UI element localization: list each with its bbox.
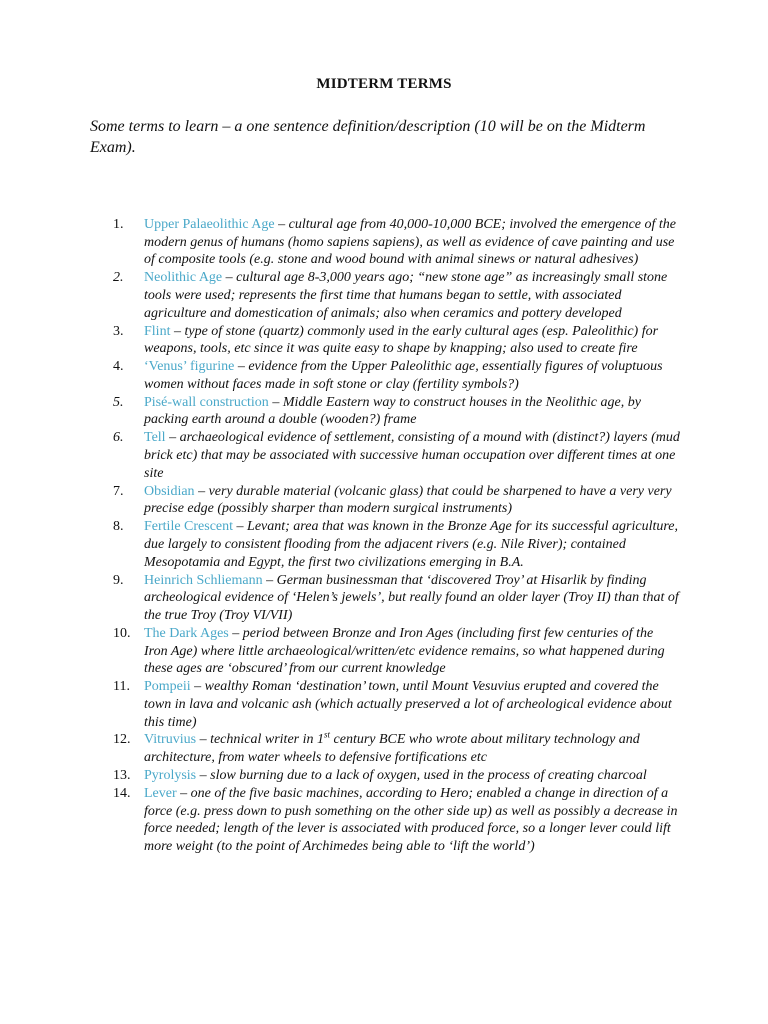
term-name: Lever (144, 785, 177, 801)
term-separator: – (222, 270, 237, 286)
term-number: 13. (113, 768, 131, 784)
term-definition-part: century BCE who wrote about military technology and architecture, from water wheels to defensive fortifications etc (144, 732, 640, 766)
term-definition: evidence from the Upper Paleolithic age, essentially figures of voluptuous women without faces made in soft stone or clay (fertility symbols?) (144, 359, 663, 392)
term-name: Pisé-wall construction (144, 394, 269, 410)
term-item-11 (0, 678, 768, 731)
term-item-2 (0, 269, 768, 322)
term-separator: – (165, 430, 180, 446)
term-definition: German businessman that ‘discovered Troy’ at Hisarlik by finding archeological evidence of ‘Helen’s jewels’, but really found an older layer (Troy II) than that of the true Troy (Troy VI/VII) (144, 572, 679, 623)
term-name: Flint (144, 323, 171, 339)
term-item-9 (0, 572, 768, 625)
term-name: The Dark Ages (144, 625, 229, 641)
term-item-7 (0, 483, 768, 518)
term-separator: – (234, 359, 249, 375)
term-definition: period between Bronze and Iron Ages (including first few centuries of the Iron Age) where little archaeological/written/etc evidence remains, so what happened during these ages are ‘obscured’ from our current knowledge (144, 625, 665, 677)
term-name: Fertile Crescent (144, 519, 234, 535)
term-number: 6. (113, 430, 124, 446)
page-title: MIDTERM TERMS (316, 76, 452, 92)
term-item-4 (0, 358, 768, 393)
term-number: 3. (113, 323, 124, 339)
term-item-5 (0, 394, 768, 429)
term-name: Pompeii (144, 679, 191, 695)
term-number: 11. (113, 679, 130, 695)
term-name: Tell (144, 430, 166, 446)
term-item-3 (0, 323, 768, 358)
term-number: 14. (113, 785, 131, 801)
term-number: 1. (113, 217, 124, 232)
term-definition: Levant; area that was known in the Bronze Age for its successful agriculture, due largely to consistent flooding from the adjacent rivers (e.g. Nile River); contained Mesopotamia and Egypt, the first two civilizations emerging in B.A. (144, 519, 679, 570)
term-separator: – (190, 679, 205, 695)
term-definition: very durable material (volcanic glass) that could be sharpened to have a very very precise edge (possibly sharper than modern surgical instruments) (144, 483, 672, 517)
term-name: Heinrich Schliemann (144, 572, 263, 588)
term-separator: – (194, 483, 209, 499)
term-separator: – (196, 732, 211, 748)
ordinal-superscript: st (324, 729, 331, 740)
term-definition: slow burning due to a lack of oxygen, used in the process of creating charcoal (210, 768, 647, 784)
term-number: 2. (113, 270, 124, 286)
term-separator: – (196, 768, 211, 784)
term-separator: – (262, 572, 277, 588)
term-item-10 (0, 625, 768, 678)
term-item-8 (0, 518, 768, 571)
term-definition: archaeological evidence of settlement, consisting of a mound with (distinct?) layers (mud brick etc) that may be associated with successive human occupation over different times at one site (144, 430, 680, 481)
term-separator: – (176, 785, 191, 801)
term-number: 8. (113, 519, 124, 535)
term-item-14 (0, 785, 768, 856)
term-number: 5. (113, 394, 124, 410)
term-name: Vitruvius (144, 732, 197, 748)
term-separator: – (274, 217, 289, 232)
intro-paragraph: Some terms to learn – a one sentence definition/description (10 will be on the Midterm Exam). (90, 118, 646, 156)
terms-list (0, 216, 768, 856)
term-definition: one of the five basic machines, according to Hero; enabled a change in direction of a force (e.g. press down to push something on the other side up) as well as possibly a decrease in force needed; length of the lever is associated with produced force, so a longer lever could lift more weight (to the point of Archimedes being able to ‘lift the world’) (144, 785, 678, 855)
term-definition: wealthy Roman ‘destination’ town, until Mount Vesuvius erupted and covered the town in lava and volcanic ash (which actually preserved a lot of archeological evidence about this time) (144, 679, 672, 730)
term-definition (144, 729, 640, 766)
term-name: Upper Palaeolithic Age (144, 217, 275, 232)
term-number: 12. (113, 732, 131, 748)
term-number: 9. (113, 572, 124, 588)
term-number: 7. (113, 483, 124, 499)
term-separator: – (233, 519, 248, 535)
term-definition: Middle Eastern way to construct houses in the Neolithic age, by packing earth around a double (wooden?) frame (144, 394, 641, 428)
term-definition-part: technical writer in 1 (210, 732, 324, 748)
term-number: 10. (113, 625, 131, 641)
term-name: Pyrolysis (144, 768, 197, 784)
term-separator: – (228, 625, 243, 641)
term-name: Obsidian (144, 483, 195, 499)
term-item-13 (0, 767, 768, 785)
term-item-1 (0, 216, 768, 269)
term-name: Neolithic Age (144, 270, 223, 286)
term-separator: – (268, 394, 283, 410)
term-number: 4. (113, 359, 124, 375)
term-definition: cultural age 8-3,000 years ago; “new stone age” as increasingly small stone tools were used; represents the first time that humans began to settle, with associated agriculture and domestication of animals; also when ceramics and pottery developed (144, 270, 668, 321)
term-name: ‘Venus’ figurine (144, 359, 235, 375)
term-definition: cultural age from 40,000-10,000 BCE; involved the emergence of the modern genus of humans (homo sapiens sapiens), as well as evidence of cave painting and use of composite tools (e.g. stone and wood bound with animal sinews or natural adhesives) (144, 217, 677, 268)
term-item-12 (0, 731, 768, 766)
term-item-6 (0, 429, 768, 482)
term-definition: type of stone (quartz) commonly used in the early cultural ages (esp. Paleolithic) for weapons, tools, etc since it was quite easy to shape by knapping; also used to create fire (144, 323, 659, 357)
term-separator: – (170, 323, 185, 339)
